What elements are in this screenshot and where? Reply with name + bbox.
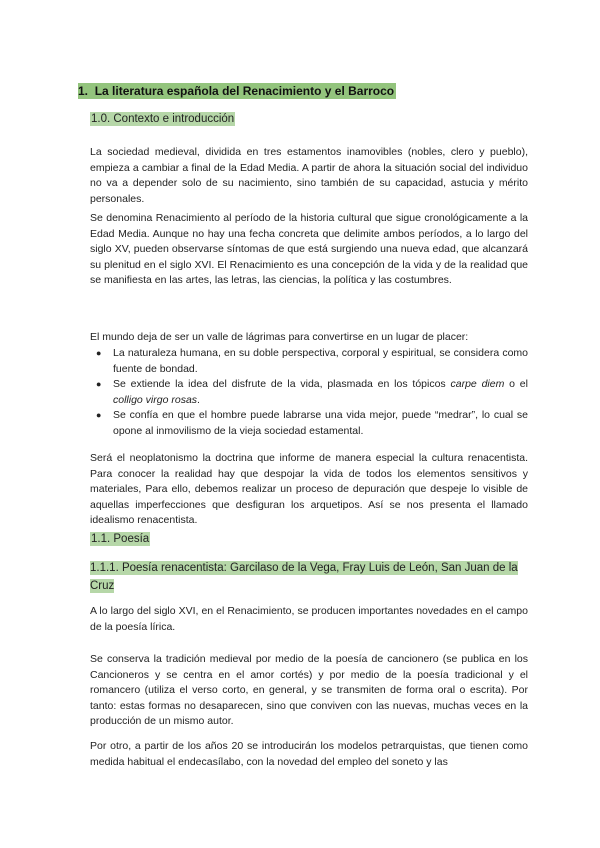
list-item: ● Se confía en que el hombre puede labrarse una vida mejor, puede “medrar”, lo cual se opone al inmovilismo de la vieja sociedad estamental.: [96, 409, 528, 437]
paragraph-xvi-century: A lo largo del siglo XVI, en el Renacimiento, se producen importantes novedades en el campo de la poesía lírica.: [90, 605, 528, 633]
section-heading-renaissance-poetry: 1.1.1. Poesía renacentista: Garcilaso de la Vega, Fray Luis de León, San Juan de la Cruz: [90, 562, 518, 592]
section-heading-context: 1.0. Contexto e introducción: [91, 113, 235, 125]
main-heading: [78, 84, 396, 99]
main-heading-number: 1.: [78, 84, 89, 98]
paragraph-world-pleasure: El mundo deja de ser un valle de lágrimas para convertirse en un lugar de placer:: [90, 331, 469, 343]
bullet-list: [90, 346, 528, 440]
bullet-icon: ●: [96, 348, 102, 358]
paragraph-medieval-tradition: Se conserva la tradición medieval por medio de la poesía de cancionero (se publica en los Cancioneros y se centra en el amor cortés) y por medio de la poesía tradicional y el romancero (utiliza el verso corto, en general, y se transmiten de forma oral o escrita). Por tanto: estas formas no desaparecen, sino que conviven con las nuevas, muchas veces en la producción de un mismo autor.: [90, 653, 528, 728]
main-heading-title: La literatura española del Renacimiento y el Barroco: [94, 84, 395, 98]
paragraph-petrarchan-models: Por otro, a partir de los años 20 se introducirán los modelos petrarquistas, que tienen como medida habitual el endecasílabo, con la novedad del empleo del soneto y las: [90, 740, 528, 768]
section-heading-poetry: 1.1. Poesía: [91, 533, 150, 545]
list-item: ● Se extiende la idea del disfrute de la vida, plasmada en los tópicos carpe diem o el colligo virgo rosas.: [96, 378, 528, 406]
paragraph-renaissance-definition: Se denomina Renacimiento al período de la historia cultural que sigue cronológicamente a la Edad Media. Aunque no hay una fecha concreta que delimite ambos períodos, a lo largo del siglo XV, pueden observarse síntomas de que está surgiendo una nueva edad, que alcanzará su plenitud en el siglo XVI. El Renacimiento es una concepción de la vida y de la realidad que se manifiesta en las artes, las letras, las ciencias, la política y las costumbres.: [90, 212, 528, 287]
list-item: ● La naturaleza humana, en su doble perspectiva, corporal y espiritual, se considera como fuente de bondad.: [96, 347, 528, 375]
paragraph-neoplatonism: Será el neoplatonismo la doctrina que informe de manera especial la cultura renacentista. Para conocer la realidad hay que despojar la vida de todos los elementos sensitivos y materiales, Para ello, debemos realizar un proceso de depuración que despeje lo visible de aquellas imperfecciones que desfiguran los arquetipos. Así se nos presenta el llamado idealismo renacentista.: [90, 452, 528, 527]
paragraph-medieval-society: La sociedad medieval, dividida en tres estamentos inamovibles (nobles, clero y pueblo), empieza a cambiar a final de la Edad Media. A partir de ahora la situación social del individuo no va a depender solo de su nacimiento, sino también de su capacidad, astucia y mérito personales.: [90, 146, 528, 205]
bullet-icon: ●: [96, 379, 102, 390]
bullet-icon: ●: [96, 410, 102, 421]
